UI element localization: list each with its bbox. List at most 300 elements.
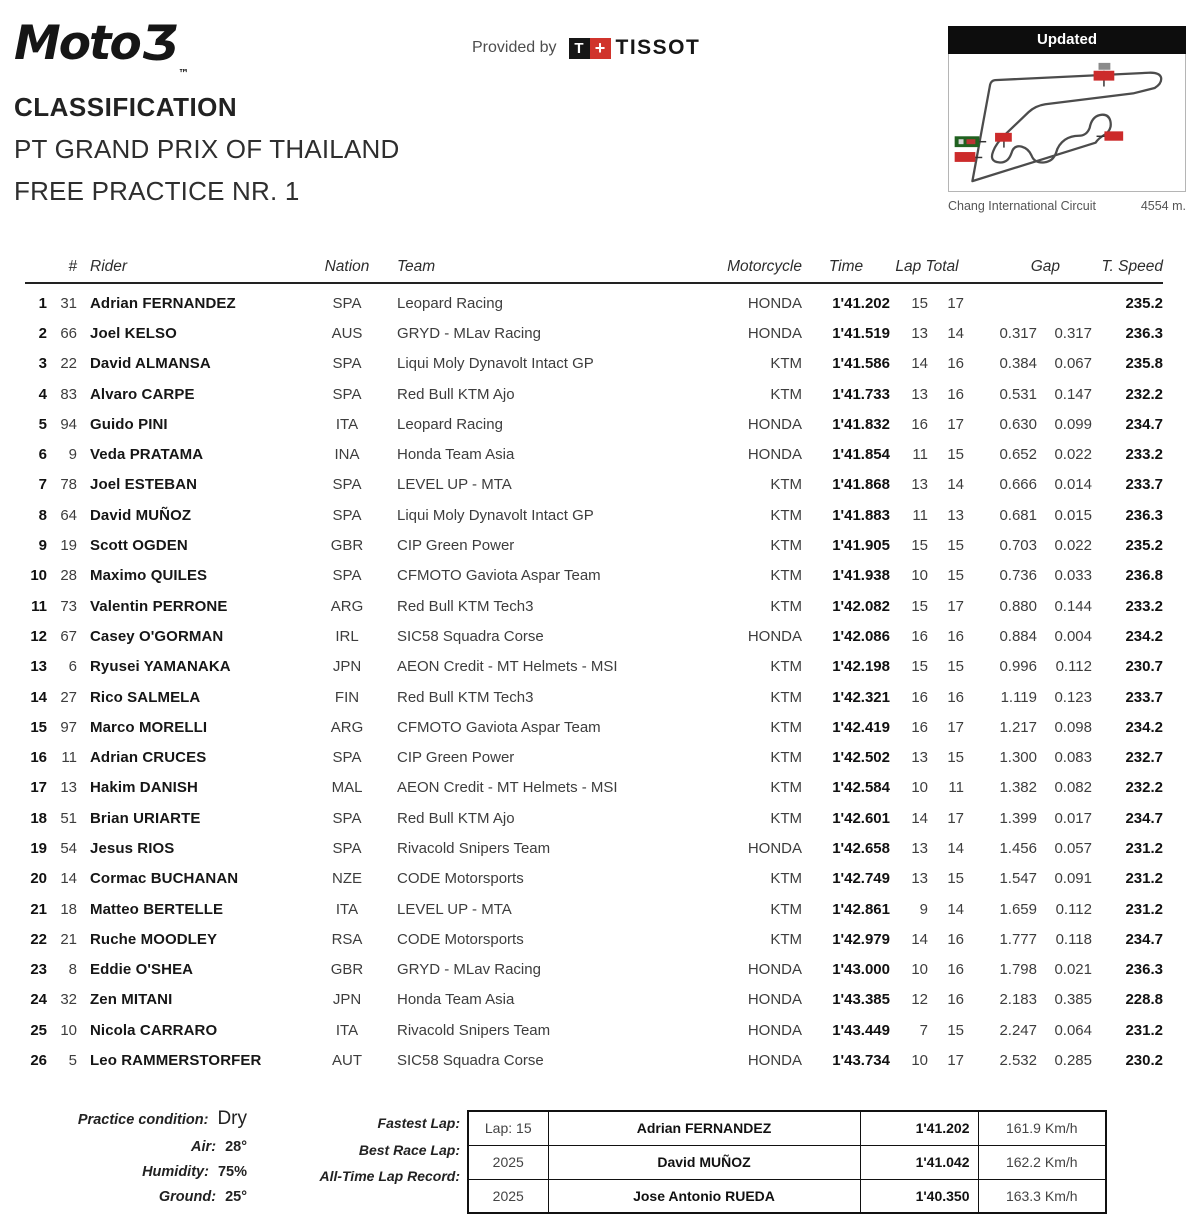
rider-name-cell: Leo RAMMERSTORFER [90, 1052, 262, 1070]
lap-cell: 15 [911, 537, 928, 555]
time-cell: 1'41.519 [832, 324, 890, 342]
time-cell: 1'42.658 [832, 839, 890, 857]
updated-banner: Updated [948, 26, 1186, 54]
circuit-length: 4554 m. [1140, 199, 1186, 213]
total-laps-cell: 15 [947, 537, 964, 555]
total-laps-cell: 11 [948, 779, 964, 797]
nation-cell: SPA [332, 809, 362, 827]
time-cell: 1'42.419 [832, 718, 890, 736]
time-cell: 1'41.883 [832, 506, 890, 524]
team-cell: AEON Credit - MT Helmets - MSI [397, 658, 618, 676]
header-motorcycle: Motorcycle [727, 258, 802, 275]
condition-line [25, 1189, 247, 1205]
gap-first-cell: 1.777 [999, 930, 1037, 948]
ground-value: 25° [225, 1189, 247, 1205]
gap-prev-cell: 0.144 [1054, 597, 1092, 615]
lap-cell: 14 [911, 930, 928, 948]
position-cell: 20 [30, 870, 47, 888]
header-time: Time [828, 258, 864, 275]
position-cell: 23 [30, 961, 47, 979]
condition-line [25, 1139, 247, 1155]
header-gap: Gap [1030, 258, 1060, 275]
rider-name-cell: Rico SALMELA [90, 688, 201, 706]
team-cell: CIP Green Power [397, 537, 515, 555]
nation-cell: SPA [332, 749, 362, 767]
top-speed-cell: 233.2 [1125, 597, 1163, 615]
position-cell: 18 [30, 809, 47, 827]
rider-number-cell: 51 [60, 809, 77, 827]
rider-name-cell: Matteo BERTELLE [90, 900, 224, 918]
header-top-speed: T. Speed [1101, 258, 1163, 275]
motorcycle-cell: KTM [770, 809, 802, 827]
top-speed-cell: 232.2 [1125, 385, 1163, 403]
table-row [25, 439, 1163, 469]
nation-cell: INA [334, 446, 360, 464]
table-row [25, 318, 1163, 348]
gap-first-cell: 1.456 [999, 839, 1037, 857]
time-cell: 1'41.832 [832, 415, 890, 433]
gap-first-cell: 2.247 [999, 1021, 1037, 1039]
position-cell: 11 [31, 597, 47, 615]
table-row [25, 773, 1163, 803]
nation-cell: ARG [330, 597, 364, 615]
record-speed-cell: 162.2 Km/h [978, 1145, 1106, 1179]
lap-cell: 10 [911, 779, 928, 797]
time-cell: 1'43.385 [832, 991, 890, 1009]
gap-prev-cell: 0.033 [1054, 567, 1092, 585]
nation-cell: ARG [330, 718, 364, 736]
record-lap-cell: Lap: 15 [468, 1111, 548, 1145]
total-laps-cell: 15 [947, 870, 964, 888]
provided-by-label: Provided by [472, 39, 557, 56]
nation-cell: ITA [335, 900, 359, 918]
position-cell: 14 [30, 688, 47, 706]
table-row [25, 561, 1163, 591]
lap-cell: 16 [911, 718, 928, 736]
records-table [467, 1110, 1107, 1214]
position-cell: 8 [38, 506, 47, 524]
track-panel [948, 26, 1186, 213]
position-cell: 26 [30, 1052, 47, 1070]
nation-cell: SPA [332, 567, 362, 585]
moto3-logo-number: Ʒ [141, 16, 177, 71]
rider-number-cell: 73 [60, 597, 77, 615]
position-cell: 5 [38, 415, 47, 433]
nation-cell: MAL [331, 779, 363, 797]
lap-cell: 10 [911, 567, 928, 585]
total-laps-cell: 14 [947, 900, 964, 918]
gap-prev-cell: 0.112 [1055, 658, 1092, 676]
team-cell: Liqui Moly Dynavolt Intact GP [397, 506, 594, 524]
speed-trap-marker-left [955, 152, 976, 162]
page-title [14, 92, 399, 207]
gap-first-cell: 1.547 [999, 870, 1037, 888]
time-cell: 1'41.938 [832, 567, 890, 585]
rider-number-cell: 13 [60, 779, 77, 797]
gap-prev-cell: 0.098 [1054, 718, 1092, 736]
gap-first-cell: 1.798 [999, 961, 1037, 979]
provided-by-block [472, 36, 700, 60]
nation-cell: RSA [331, 930, 363, 948]
top-speed-cell: 233.2 [1125, 446, 1163, 464]
rider-name-cell: Ruche MOODLEY [90, 930, 218, 948]
rider-name-cell: Casey O'GORMAN [90, 627, 224, 645]
rider-name-cell: Cormac BUCHANAN [90, 870, 239, 888]
position-cell: 19 [30, 839, 47, 857]
time-cell: 1'43.734 [832, 1052, 890, 1070]
lap-records [319, 1110, 1107, 1214]
condition-line [25, 1108, 247, 1130]
nation-cell: JPN [332, 658, 362, 676]
marker-detail [959, 139, 964, 144]
total-laps-cell: 16 [947, 385, 964, 403]
gap-first-cell: 0.666 [999, 476, 1037, 494]
team-cell: Leopard Racing [397, 415, 503, 433]
rider-number-cell: 19 [60, 537, 77, 555]
motorcycle-cell: KTM [770, 718, 802, 736]
team-cell: Leopard Racing [397, 294, 503, 312]
gap-prev-cell: 0.021 [1054, 961, 1092, 979]
rider-name-cell: Adrian CRUCES [90, 749, 207, 767]
nation-cell: ITA [335, 1021, 359, 1039]
position-cell: 25 [30, 1021, 47, 1039]
record-row [468, 1111, 1106, 1145]
motorcycle-cell: KTM [770, 930, 802, 948]
position-cell: 3 [38, 355, 47, 373]
nation-cell: GBR [330, 537, 364, 555]
position-cell: 6 [38, 446, 47, 464]
time-cell: 1'42.502 [832, 749, 890, 767]
rider-name-cell: Marco MORELLI [90, 718, 208, 736]
classification-table [25, 252, 1163, 1076]
gap-first-cell: 0.703 [999, 537, 1037, 555]
circuit-map [948, 54, 1186, 192]
gap-prev-cell: 0.022 [1054, 537, 1092, 555]
motorcycle-cell: HONDA [747, 1052, 802, 1070]
position-cell: 16 [30, 749, 47, 767]
motorcycle-cell: KTM [770, 870, 802, 888]
nation-cell: AUS [331, 324, 363, 342]
total-laps-cell: 15 [947, 1021, 964, 1039]
rider-number-cell: 67 [60, 627, 77, 645]
nation-cell: IRL [335, 627, 359, 645]
motorcycle-cell: KTM [770, 506, 802, 524]
top-speed-cell: 235.2 [1125, 537, 1163, 555]
table-row [25, 1015, 1163, 1045]
motorcycle-cell: KTM [770, 749, 802, 767]
total-laps-cell: 17 [947, 415, 964, 433]
position-cell: 4 [38, 385, 47, 403]
motorcycle-cell: HONDA [747, 1021, 802, 1039]
gap-prev-cell: 0.112 [1055, 900, 1092, 918]
gap-prev-cell: 0.014 [1054, 476, 1092, 494]
marker-top-gray [1099, 63, 1111, 70]
gap-prev-cell: 0.317 [1054, 324, 1092, 342]
total-laps-cell: 13 [947, 506, 964, 524]
team-cell: Honda Team Asia [397, 991, 515, 1009]
motorcycle-cell: HONDA [747, 294, 802, 312]
time-cell: 1'43.449 [832, 1021, 890, 1039]
table-row [25, 591, 1163, 621]
time-cell: 1'41.905 [832, 537, 890, 555]
team-cell: Liqui Moly Dynavolt Intact GP [397, 355, 594, 373]
rider-number-cell: 32 [60, 991, 77, 1009]
rider-number-cell: 22 [60, 355, 77, 373]
time-cell: 1'41.586 [832, 355, 890, 373]
team-cell: Red Bull KTM Ajo [397, 809, 515, 827]
position-cell: 12 [30, 627, 47, 645]
rider-number-cell: 94 [60, 415, 77, 433]
lap-cell: 16 [911, 415, 928, 433]
gap-prev-cell: 0.022 [1054, 446, 1092, 464]
gap-first-cell: 0.736 [999, 567, 1037, 585]
nation-cell: ITA [335, 415, 359, 433]
gap-prev-cell: 0.091 [1054, 870, 1092, 888]
top-speed-cell: 231.2 [1125, 870, 1163, 888]
rider-name-cell: Maximo QUILES [90, 567, 208, 585]
position-cell: 7 [38, 476, 47, 494]
gap-prev-cell: 0.099 [1054, 415, 1092, 433]
humidity-value: 75% [217, 1164, 247, 1180]
rider-name-cell: Zen MITANI [90, 991, 173, 1009]
rider-name-cell: Ryusei YAMANAKA [90, 658, 231, 676]
position-cell: 13 [30, 658, 47, 676]
lap-cell: 13 [911, 476, 928, 494]
rider-number-cell: 8 [68, 961, 77, 979]
team-cell: Red Bull KTM Ajo [397, 385, 515, 403]
motorcycle-cell: KTM [770, 355, 802, 373]
time-cell: 1'42.601 [832, 809, 890, 827]
moto3-logo [14, 16, 189, 80]
total-laps-cell: 14 [947, 476, 964, 494]
gap-prev-cell: 0.067 [1054, 355, 1092, 373]
table-row [25, 288, 1163, 318]
top-speed-cell: 231.2 [1125, 1021, 1163, 1039]
nation-cell: SPA [332, 839, 362, 857]
gap-first-cell: 2.532 [999, 1052, 1037, 1070]
table-row [25, 924, 1163, 954]
rider-name-cell: Joel ESTEBAN [90, 476, 198, 494]
table-row [25, 621, 1163, 651]
team-cell: LEVEL UP - MTA [397, 476, 512, 494]
results-rows [25, 288, 1163, 1076]
rider-name-cell: David ALMANSA [90, 355, 211, 373]
top-speed-cell: 234.7 [1125, 930, 1163, 948]
team-cell: CODE Motorsports [397, 930, 524, 948]
rider-number-cell: 97 [60, 718, 77, 736]
position-cell: 10 [30, 567, 47, 585]
nation-cell: AUT [332, 1052, 362, 1070]
top-speed-cell: 234.7 [1125, 809, 1163, 827]
record-row [468, 1179, 1106, 1213]
team-cell: GRYD - MLav Racing [397, 324, 541, 342]
lap-cell: 13 [911, 839, 928, 857]
lap-cell: 16 [911, 627, 928, 645]
tissot-t-icon: T [569, 38, 590, 59]
top-speed-cell: 232.2 [1125, 779, 1163, 797]
total-laps-cell: 15 [947, 567, 964, 585]
position-cell: 21 [30, 900, 47, 918]
table-row [25, 652, 1163, 682]
header-lap-total: Lap Total [895, 258, 959, 275]
total-laps-cell: 15 [947, 446, 964, 464]
header-number: # [68, 258, 77, 275]
table-row [25, 742, 1163, 772]
time-cell: 1'42.749 [832, 870, 890, 888]
rider-name-cell: Guido PINI [90, 415, 168, 433]
motorcycle-cell: HONDA [747, 415, 802, 433]
rider-number-cell: 21 [60, 930, 77, 948]
rider-name-cell: Scott OGDEN [90, 537, 188, 555]
top-speed-cell: 228.8 [1125, 991, 1163, 1009]
position-cell: 9 [38, 537, 47, 555]
top-speed-cell: 236.3 [1125, 506, 1163, 524]
table-row [25, 894, 1163, 924]
record-labels [319, 1110, 467, 1214]
title-session: FREE PRACTICE NR. 1 [14, 176, 300, 206]
total-laps-cell: 16 [947, 688, 964, 706]
top-speed-cell: 233.7 [1125, 476, 1163, 494]
time-cell: 1'42.086 [832, 627, 890, 645]
position-cell: 1 [38, 294, 47, 312]
lap-cell: 7 [919, 1021, 928, 1039]
table-row [25, 955, 1163, 985]
lap-cell: 9 [919, 900, 928, 918]
record-row [468, 1145, 1106, 1179]
gap-first-cell: 0.681 [999, 506, 1037, 524]
position-cell: 22 [30, 930, 47, 948]
top-speed-cell: 235.2 [1125, 294, 1163, 312]
nation-cell: SPA [332, 355, 362, 373]
record-time-cell: 1'40.350 [860, 1179, 978, 1213]
rider-number-cell: 66 [60, 324, 77, 342]
motorcycle-cell: KTM [770, 567, 802, 585]
rider-number-cell: 18 [60, 900, 77, 918]
nation-cell: JPN [332, 991, 362, 1009]
header-nation: Nation [324, 258, 370, 275]
lap-cell: 10 [911, 1052, 928, 1070]
record-rider-cell: David MUÑOZ [548, 1145, 860, 1179]
rider-name-cell: Hakim DANISH [90, 779, 198, 797]
gap-prev-cell: 0.147 [1054, 385, 1092, 403]
table-row [25, 470, 1163, 500]
total-laps-cell: 14 [947, 324, 964, 342]
team-cell: Honda Team Asia [397, 446, 515, 464]
nation-cell: SPA [332, 385, 362, 403]
table-row [25, 1045, 1163, 1075]
header-rider: Rider [90, 258, 128, 275]
position-cell: 2 [38, 324, 47, 342]
top-speed-cell: 236.3 [1125, 324, 1163, 342]
lap-cell: 12 [911, 991, 928, 1009]
best-race-lap-label: Best Race Lap: [358, 1141, 460, 1158]
time-cell: 1'42.082 [832, 597, 890, 615]
practice-condition-value: Dry [217, 1108, 247, 1129]
rider-number-cell: 9 [68, 446, 77, 464]
rider-number-cell: 64 [60, 506, 77, 524]
fastest-lap-label: Fastest Lap: [377, 1115, 460, 1131]
motorcycle-cell: HONDA [747, 324, 802, 342]
title-event: PT GRAND PRIX OF THAILAND [14, 134, 400, 164]
rider-number-cell: 28 [60, 567, 77, 585]
lap-cell: 11 [912, 446, 928, 464]
total-laps-cell: 17 [947, 1052, 964, 1070]
gap-first-cell: 1.399 [999, 809, 1037, 827]
circuit-outline-svg [949, 54, 1184, 189]
rider-name-cell: Veda PRATAMA [90, 446, 204, 464]
top-speed-cell: 236.8 [1125, 567, 1163, 585]
gap-prev-cell: 0.057 [1054, 839, 1092, 857]
team-cell: CODE Motorsports [397, 870, 524, 888]
condition-line [25, 1164, 247, 1180]
gap-prev-cell: 0.017 [1054, 809, 1092, 827]
time-cell: 1'41.202 [832, 294, 890, 312]
time-cell: 1'42.979 [832, 930, 890, 948]
team-cell: GRYD - MLav Racing [397, 961, 541, 979]
lap-cell: 10 [911, 961, 928, 979]
team-cell: Red Bull KTM Tech3 [397, 597, 534, 615]
gap-first-cell: 0.880 [999, 597, 1037, 615]
gap-first-cell: 0.996 [999, 658, 1037, 676]
gap-first-cell: 0.884 [999, 627, 1037, 645]
gap-prev-cell: 0.064 [1054, 1021, 1092, 1039]
gap-prev-cell: 0.118 [1055, 930, 1092, 948]
time-cell: 1'42.321 [832, 688, 890, 706]
lap-cell: 13 [911, 870, 928, 888]
rider-name-cell: Jesus RIOS [90, 839, 175, 857]
team-cell: CFMOTO Gaviota Aspar Team [397, 567, 601, 585]
top-speed-cell: 234.7 [1125, 415, 1163, 433]
time-cell: 1'41.733 [832, 385, 890, 403]
gap-first-cell: 0.384 [999, 355, 1037, 373]
table-row [25, 409, 1163, 439]
motorcycle-cell: KTM [770, 597, 802, 615]
motorcycle-cell: HONDA [747, 627, 802, 645]
gap-first-cell: 2.183 [999, 991, 1037, 1009]
record-speed-cell: 161.9 Km/h [978, 1111, 1106, 1145]
nation-cell: SPA [332, 506, 362, 524]
speed-trap-marker-top [1094, 71, 1115, 81]
total-laps-cell: 14 [947, 839, 964, 857]
rider-number-cell: 5 [68, 1052, 77, 1070]
header-team: Team [397, 258, 436, 275]
top-speed-cell: 236.3 [1125, 961, 1163, 979]
rider-number-cell: 11 [61, 749, 77, 767]
record-time-cell: 1'41.202 [860, 1111, 978, 1145]
record-time-cell: 1'41.042 [860, 1145, 978, 1179]
rider-number-cell: 31 [60, 294, 77, 312]
total-laps-cell: 16 [947, 355, 964, 373]
motorcycle-cell: KTM [770, 688, 802, 706]
gap-first-cell: 1.382 [999, 779, 1037, 797]
air-value: 28° [225, 1139, 247, 1155]
marker-detail [966, 139, 975, 144]
rider-number-cell: 10 [60, 1021, 77, 1039]
practice-conditions [25, 1108, 247, 1214]
motorcycle-cell: HONDA [747, 446, 802, 464]
speed-trap-marker-right [1104, 131, 1123, 140]
all-time-record-label: All-Time Lap Record: [319, 1168, 460, 1184]
circuit-name: Chang International Circuit [948, 199, 1096, 213]
lap-cell: 13 [911, 385, 928, 403]
rider-number-cell: 14 [60, 870, 77, 888]
rider-number-cell: 83 [60, 385, 77, 403]
moto3-logo-text: Moto [14, 16, 140, 71]
motorcycle-cell: HONDA [747, 991, 802, 1009]
rider-number-cell: 27 [60, 688, 77, 706]
gap-first-cell: 1.119 [1000, 688, 1037, 706]
time-cell: 1'42.861 [832, 900, 890, 918]
